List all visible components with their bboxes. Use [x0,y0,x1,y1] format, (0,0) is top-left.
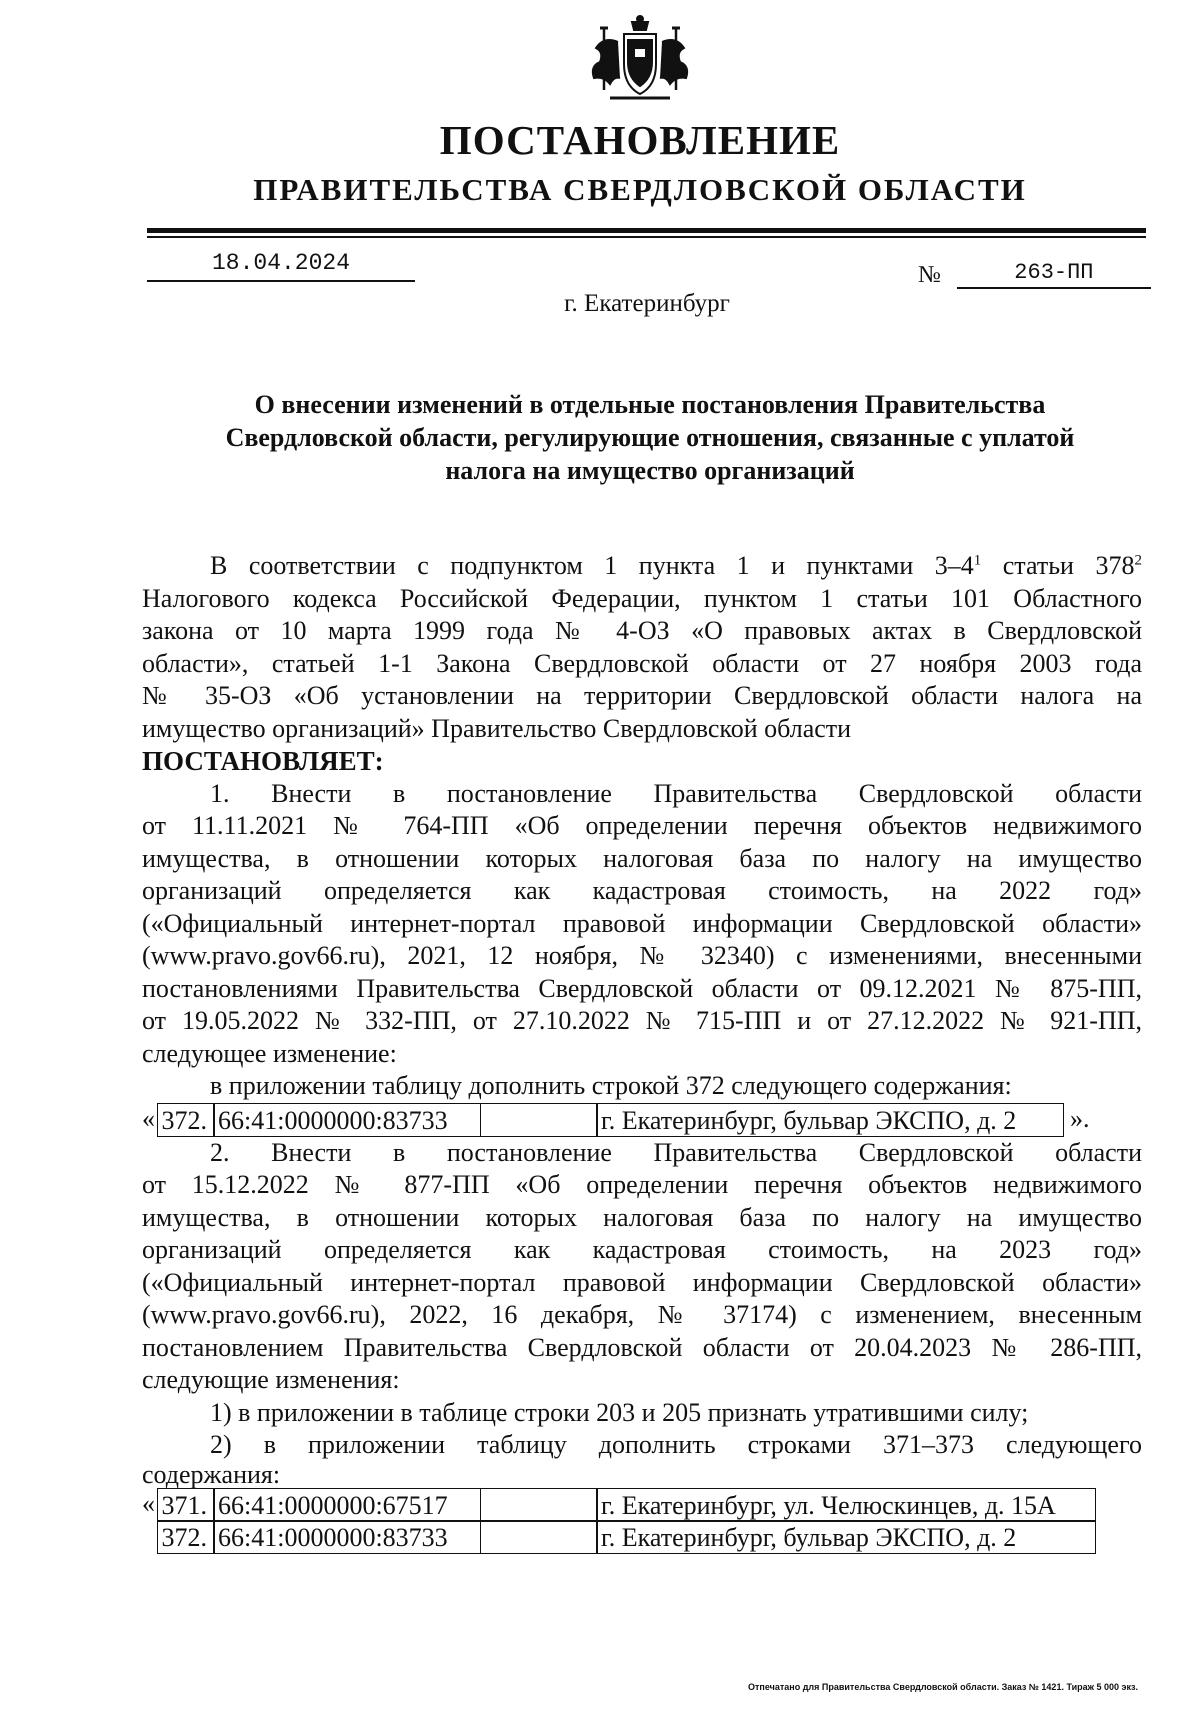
open-quote: « [142,1103,155,1133]
table-cell-empty [480,1488,598,1522]
item1-sub: в приложении таблицу дополнить строкой 372 следующего содержания: [210,1071,1012,1100]
intro-line: Налогового кодекса Российской Федерации, пунктом 1 статьи 101 Областного [142,583,1142,613]
item1-line: от 11.11.2021 № 764-ПП «Об определении перечня объектов недвижимого [142,811,1142,840]
item2-line: от 15.12.2022 № 877-ПП «Об определении перечня объектов недвижимого [142,1170,1142,1199]
document-title [150,388,1150,487]
item2-line: имущества, в отношении которых налоговая база по налогу на имущество [142,1202,1142,1232]
item1-line: организаций определяется как кадастровая стоимость, на 2022 год» [142,876,1142,905]
intro-line: закона от 10 марта 1999 года № 4-ОЗ «О правовых актах в Свердловской [142,616,1142,645]
item2-line: («Официальный интернет-портал правовой информации Свердловской области» [142,1267,1142,1297]
table-cell-cadastral: 66:41:0000000:67517 [213,1488,481,1522]
print-footer: Отпечатано для Правительства Свердловской области. Заказ № 1421. Тираж 5 000 экз. [748,1682,1138,1692]
document-number [918,260,1151,289]
item1-line: следующее изменение: [142,1038,397,1068]
document-date: 18.04.2024 [147,250,415,282]
close-quote: ». [1070,1103,1090,1133]
decree-word: ПОСТАНОВЛЯЕТ: [142,746,384,776]
item2-line: 2. Внести в постановление Правительства Свердловской области [210,1137,1142,1167]
item1-line: 1. Внести в постановление Правительства Свердловской области [210,778,1142,808]
item2-line: постановлением Правительства Свердловской области от 20.04.2023 № 286-ПП, [142,1332,1142,1362]
document-title-line: Свердловской области, регулирующие отношения, связанные с уплатой [225,423,1075,452]
document-type-title: ПОСТАНОВЛЕНИЕ [439,117,841,163]
intro-line: В соответствии с подпунктом 1 пункта 1 и пунктами $3-4^1$ статьи $378^2$ [210,551,1142,580]
item2-sub1: 1) в приложении в таблице строки 203 и 205 признать утратившими силу; [210,1397,1029,1427]
header-rule-thin [147,236,1146,238]
table-cell-address: г. Екатеринбург, ул. Челюскинцев, д. 15А [596,1488,1096,1522]
table-cell-address: г. Екатеринбург, бульвар ЭКСПО, д. 2 [596,1520,1096,1554]
intro-line: имущество организаций» Правительство Свердловской области [142,713,852,743]
item2-line: следующие изменения: [142,1365,400,1394]
header-rule-thick [147,228,1146,233]
table-cell-cadastral: 66:41:0000000:83733 [213,1103,481,1137]
table-cell-address: г. Екатеринбург, бульвар ЭКСПО, д. 2 [596,1103,1064,1137]
intro-line: № 35-ОЗ «Об установлении на территории Свердловской области налога на [142,681,1142,710]
number-value: 263-ПП [957,260,1151,289]
item1-line: («Официальный интернет-портал правовой информации Свердловской области» [142,908,1142,938]
item2-line: организаций определяется как кадастровая стоимость, на 2023 год» [142,1235,1142,1264]
intro-line: области», статьей 1-1 Закона Свердловской области от 27 ноября 2003 года [142,648,1142,678]
table-cell-cadastral: 66:41:0000000:83733 [213,1520,481,1554]
document-title-line: налога на имущество организаций [445,456,855,485]
table-cell-number: 372. [157,1520,215,1554]
table-cell-empty [480,1520,598,1554]
item1-line: имущества, в отношении которых налоговая база по налогу на имущество [142,843,1142,873]
document-body [142,550,1142,1554]
table2-row [142,1522,1142,1555]
number-label: № [918,262,941,288]
item2-sub2-cont: содержания: [142,1459,281,1489]
issuer-subtitle: ПРАВИТЕЛЬСТВА СВЕРДЛОВСКОЙ ОБЛАСТИ [253,172,1027,207]
table-cell-number: 371. [157,1488,215,1522]
open-quote: « [142,1488,155,1518]
coat-of-arms-emblem [580,14,700,110]
item2-line: (www.pravo.gov66.ru), 2022, 16 декабря, № 37174) с изменением, внесенным [142,1300,1142,1329]
table-cell-empty [480,1103,598,1137]
table-cell-number: 372. [157,1103,215,1137]
item1-line: от 19.05.2022 № 332-ПП, от 27.10.2022 № 715-ПП и от 27.12.2022 № 921-ПП, [142,1006,1142,1035]
item2-sub2: 2) в приложении таблицу дополнить строками 371–373 следующего [210,1430,1142,1459]
item1-line: постановлениями Правительства Свердловской области от 09.12.2021 № 875-ПП, [142,973,1142,1003]
item1-line: (www.pravo.gov66.ru), 2021, 12 ноября, № 32340) с изменениями, внесенными [142,941,1142,970]
table2-row [142,1488,1142,1522]
document-title-line: О внесении изменений в отдельные постановления Правительства [254,390,1046,419]
table1-row [142,1103,1142,1137]
city: г. Екатеринбург [564,290,730,317]
